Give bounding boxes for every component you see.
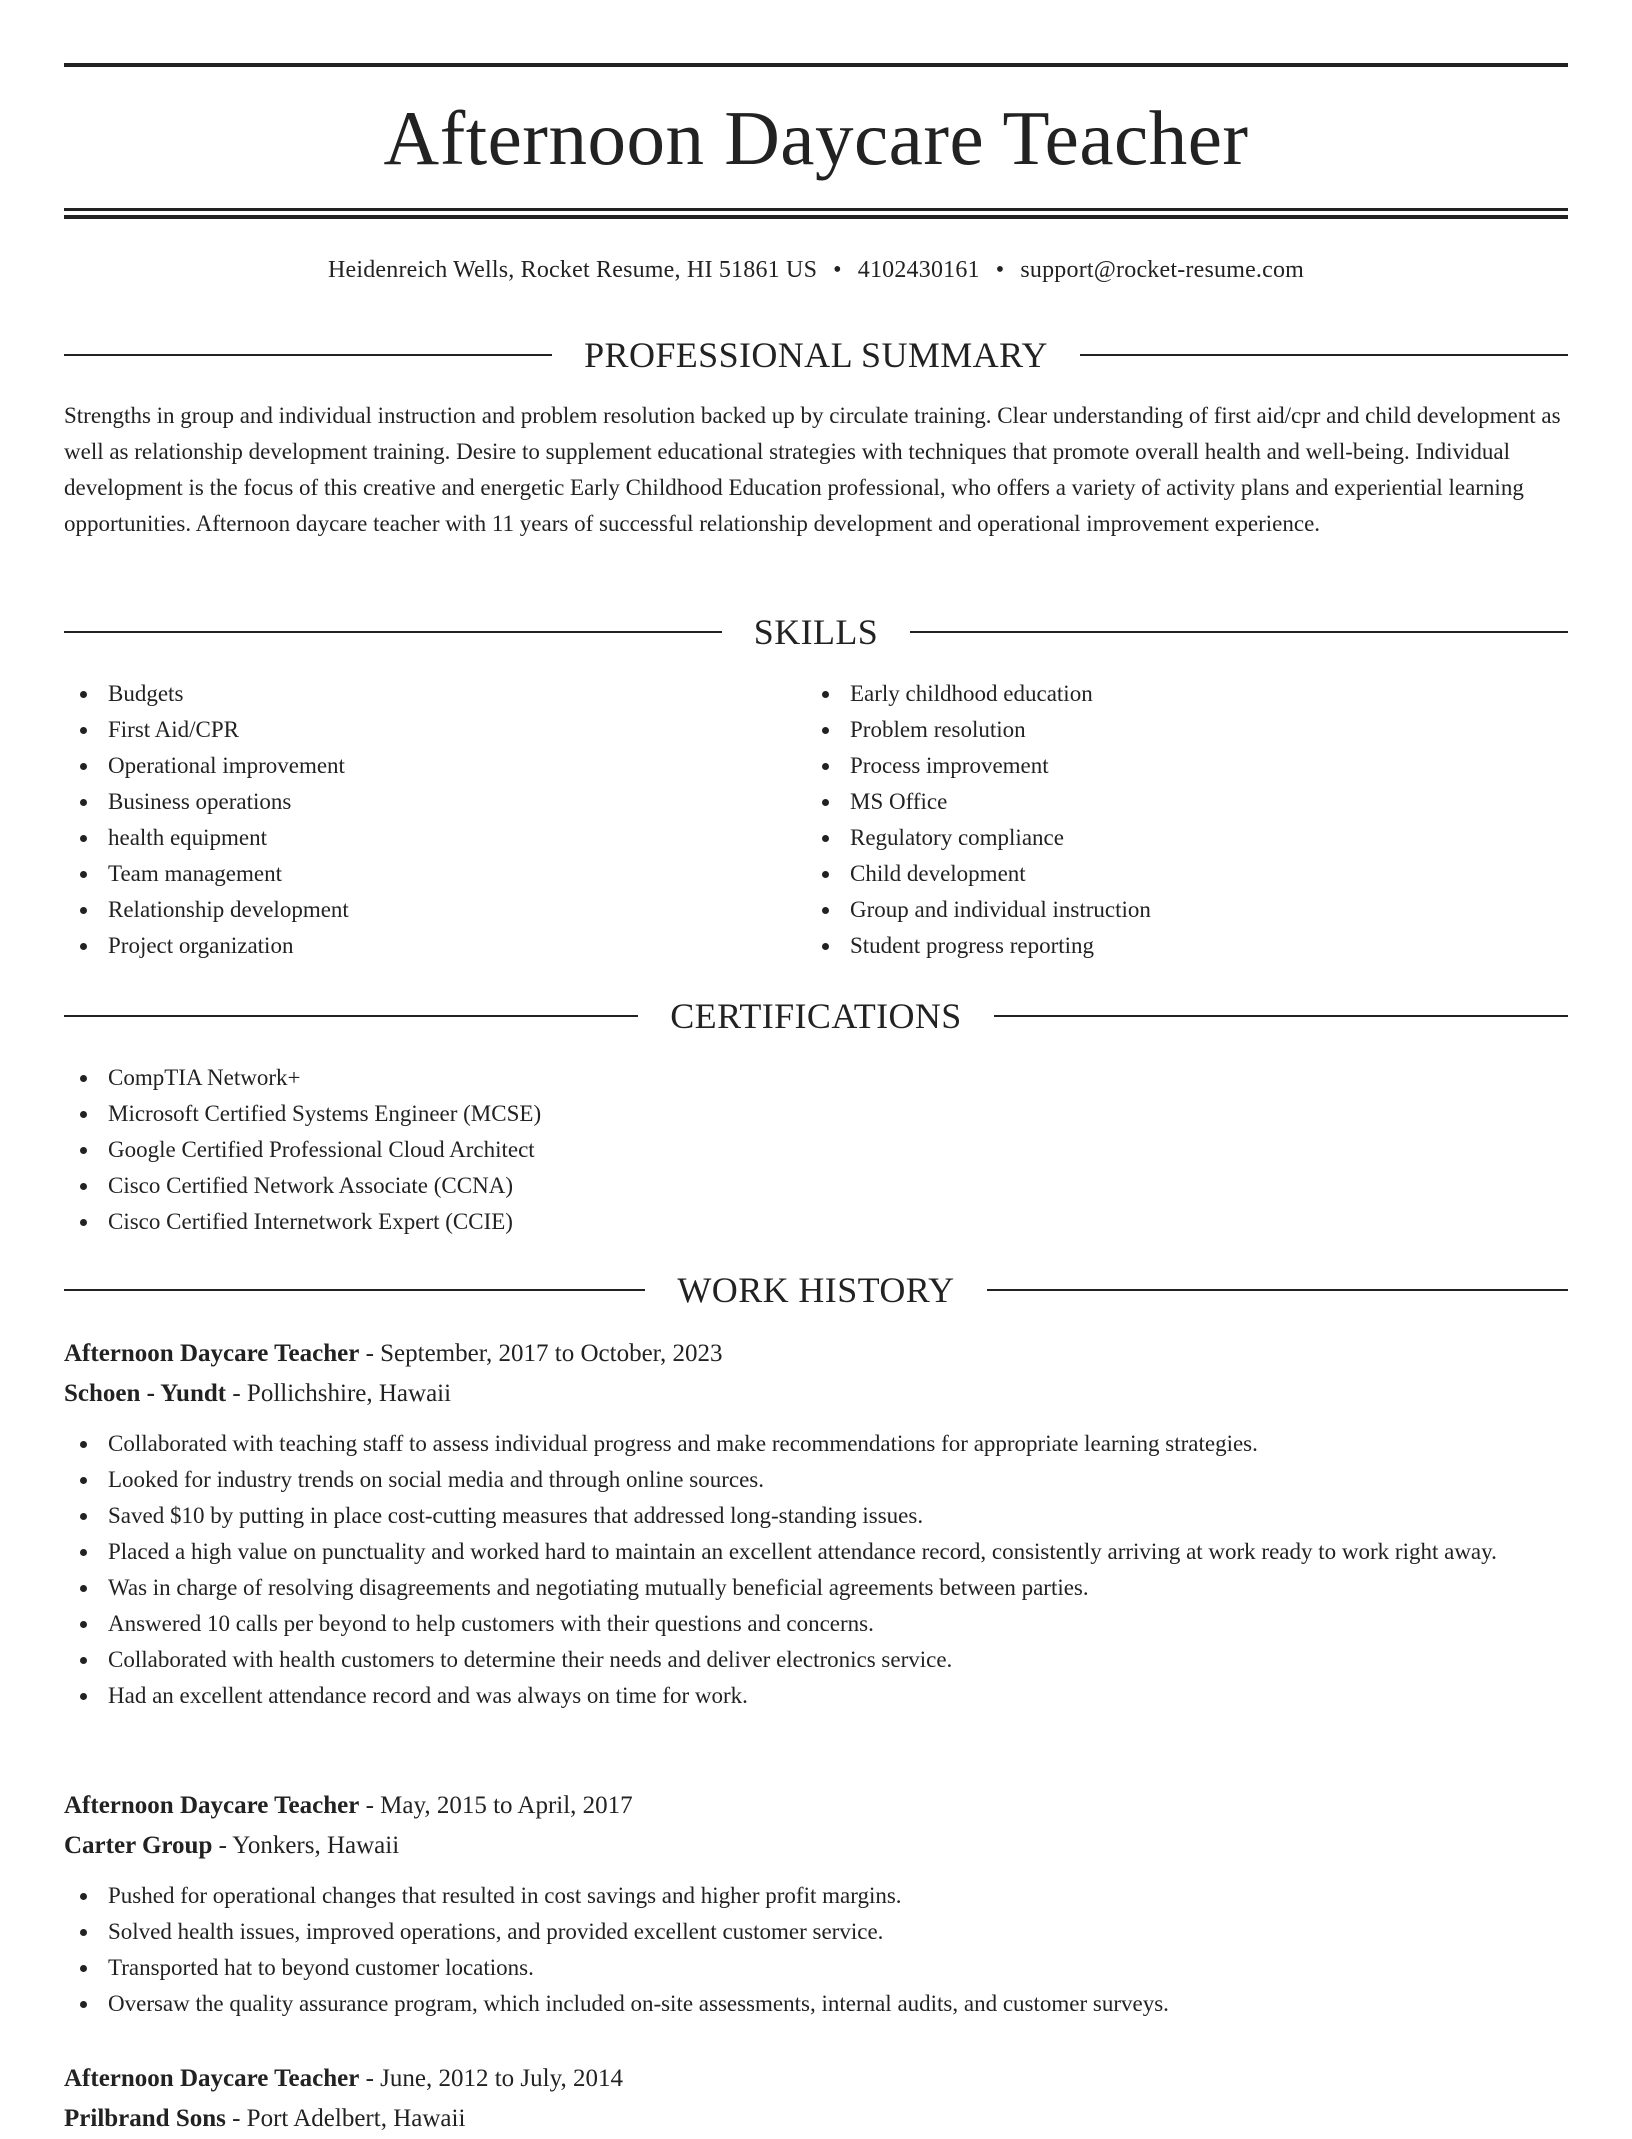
skill-item: MS Office xyxy=(806,784,1506,820)
skills-list-right xyxy=(806,676,1506,964)
heading-rule xyxy=(64,354,552,356)
job-bullets xyxy=(64,1426,1568,1714)
job-title: Afternoon Daycare Teacher xyxy=(64,1340,360,1367)
job-entry xyxy=(64,2059,1568,2139)
title-rule-upper xyxy=(64,208,1568,211)
contact-separator: • xyxy=(833,257,842,283)
job-bullet: Transported hat to beyond customer locations. xyxy=(64,1950,1568,1986)
skills-heading xyxy=(64,610,1568,654)
skill-item: health equipment xyxy=(64,820,764,856)
job-location: - Pollichshire, Hawaii xyxy=(226,1380,452,1407)
job-bullet: Placed a high value on punctuality and worked hard to maintain an excellent attendance record, consistently arriving at work ready to work right away. xyxy=(64,1534,1568,1570)
contact-address: Heidenreich Wells, Rocket Resume, HI 51861 US xyxy=(327,257,818,283)
skills-list-left xyxy=(64,676,764,964)
skills-heading-label: SKILLS xyxy=(753,612,879,652)
job-company-line xyxy=(64,2099,1568,2139)
job-bullet: Looked for industry trends on social media and through online sources. xyxy=(64,1462,1568,1498)
job-dates: - June, 2012 to July, 2014 xyxy=(359,2065,623,2092)
job-bullet: Oversaw the quality assurance program, which included on-site assessments, internal audits, and customer surveys. xyxy=(64,1986,1568,2022)
job-bullet: Solved health issues, improved operations, and provided excellent customer service. xyxy=(64,1914,1568,1950)
certifications-list xyxy=(64,1060,1568,1240)
job-bullet: Saved $10 by putting in place cost-cutting measures that addressed long-standing issues. xyxy=(64,1498,1568,1534)
heading-rule xyxy=(64,1289,645,1291)
job-entry xyxy=(64,1334,1568,1714)
work-history-heading xyxy=(64,1268,1568,1312)
job-title-line xyxy=(64,1786,1568,1826)
summary-heading xyxy=(64,333,1568,377)
job-company: Carter Group xyxy=(64,1832,213,1859)
job-title-line xyxy=(64,2059,1568,2099)
skill-item: Business operations xyxy=(64,784,764,820)
skill-item: Process improvement xyxy=(806,748,1506,784)
heading-rule xyxy=(994,1015,1568,1017)
job-title-line xyxy=(64,1334,1568,1374)
certifications-heading xyxy=(64,994,1568,1038)
title-rule-lower xyxy=(64,215,1568,219)
skill-item: Group and individual instruction xyxy=(806,892,1506,928)
job-bullet: Pushed for operational changes that resulted in cost savings and higher profit margins. xyxy=(64,1878,1568,1914)
certifications-heading-label: CERTIFICATIONS xyxy=(670,996,962,1036)
job-title: Afternoon Daycare Teacher xyxy=(64,1792,360,1819)
work-history-heading-label: WORK HISTORY xyxy=(677,1270,955,1310)
certification-item: Microsoft Certified Systems Engineer (MCSE) xyxy=(64,1096,1568,1132)
contact-separator: • xyxy=(995,257,1005,283)
job-company-line xyxy=(64,1826,1568,1866)
skill-item: Relationship development xyxy=(64,892,764,928)
heading-rule xyxy=(64,631,722,633)
certification-item: CompTIA Network+ xyxy=(64,1060,1568,1096)
skill-item: Regulatory compliance xyxy=(806,820,1506,856)
job-dates: - May, 2015 to April, 2017 xyxy=(359,1792,633,1819)
job-company-line xyxy=(64,1374,1568,1414)
job-title: Afternoon Daycare Teacher xyxy=(64,2065,360,2092)
certification-item: Google Certified Professional Cloud Architect xyxy=(64,1132,1568,1168)
heading-rule xyxy=(987,1289,1568,1291)
top-rule xyxy=(64,63,1568,67)
job-entry xyxy=(64,1786,1568,2022)
job-bullet: Was in charge of resolving disagreements and negotiating mutually beneficial agreements between parties. xyxy=(64,1570,1568,1606)
heading-rule xyxy=(64,1015,638,1017)
job-bullet: Collaborated with health customers to determine their needs and deliver electronics service. xyxy=(64,1642,1568,1678)
job-location: - Port Adelbert, Hawaii xyxy=(225,2105,466,2132)
contact-phone: 4102430161 xyxy=(857,257,980,283)
job-bullet: Had an excellent attendance record and was always on time for work. xyxy=(64,1678,1568,1714)
job-bullets xyxy=(64,1878,1568,2022)
certification-item: Cisco Certified Internetwork Expert (CCIE) xyxy=(64,1204,1568,1240)
job-dates: - September, 2017 to October, 2023 xyxy=(359,1340,723,1367)
skill-item: Budgets xyxy=(64,676,764,712)
skill-item: Problem resolution xyxy=(806,712,1506,748)
contact-email: support@rocket-resume.com xyxy=(1020,257,1305,283)
skill-item: Operational improvement xyxy=(64,748,764,784)
skill-item: Child development xyxy=(806,856,1506,892)
heading-rule xyxy=(1080,354,1568,356)
certification-item: Cisco Certified Network Associate (CCNA) xyxy=(64,1168,1568,1204)
skill-item: Student progress reporting xyxy=(806,928,1506,964)
job-company: Prilbrand Sons xyxy=(64,2105,226,2132)
resume-title: Afternoon Daycare Teacher xyxy=(383,95,1249,181)
heading-rule xyxy=(910,631,1568,633)
job-company: Schoen - Yundt xyxy=(64,1380,227,1407)
summary-heading-label: PROFESSIONAL SUMMARY xyxy=(584,335,1048,375)
job-location: - Yonkers, Hawaii xyxy=(212,1832,400,1859)
skill-item: First Aid/CPR xyxy=(64,712,764,748)
skill-item: Team management xyxy=(64,856,764,892)
summary-text: Strengths in group and individual instruction and problem resolution backed up by circulate training. Clear understanding of first aid/cpr and child development as well as relationship development training. Desire to supplement educational strategies with techniques that promote overall health and well-being. Individual development is the focus of this creative and energetic Early Childhood Education professional, who offers a variety of activity plans and experiential learning opportunities. Afternoon daycare teacher with 11 years of successful relationship development and operational improvement experience. xyxy=(64,403,1561,536)
contact-line xyxy=(64,253,1568,287)
job-bullet: Collaborated with teaching staff to assess individual progress and make recommendations for appropriate learning strategies. xyxy=(64,1426,1568,1462)
skill-item: Project organization xyxy=(64,928,764,964)
skill-item: Early childhood education xyxy=(806,676,1506,712)
job-bullet: Answered 10 calls per beyond to help customers with their questions and concerns. xyxy=(64,1606,1568,1642)
